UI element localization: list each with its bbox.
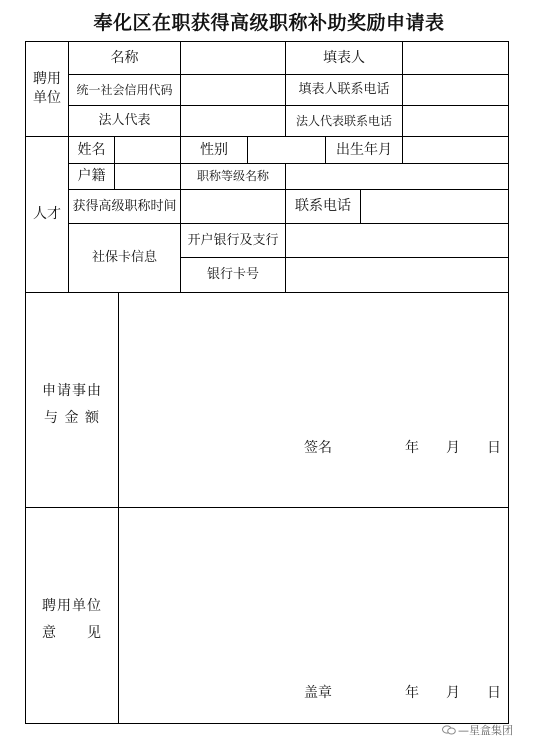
table-rule — [25, 723, 509, 724]
application-section-label — [26, 375, 118, 435]
employer-label-line2: 单位 — [33, 90, 61, 106]
senior-title-time-label: 获得高级职称时间 — [72, 198, 177, 214]
bank-branch-field[interactable] — [286, 224, 508, 257]
employer-name-field[interactable] — [181, 42, 285, 74]
legal-rep-phone-label: 法人代表联系电话 — [295, 113, 392, 128]
filler-phone-field[interactable] — [403, 75, 508, 105]
seal-day-label: 日 — [487, 685, 501, 701]
senior-title-time-field[interactable] — [181, 190, 285, 223]
title-level-label: 职称等级名称 — [196, 169, 269, 184]
sign-year-label: 年 — [405, 440, 419, 456]
application-label-line1: 申请事由 — [42, 383, 102, 400]
legal-rep-field[interactable] — [181, 106, 285, 136]
opinion-label-line2: 意 见 — [42, 625, 102, 641]
seal-year-label: 年 — [405, 685, 419, 701]
bank-card-label: 银行卡号 — [206, 267, 259, 283]
hukou-field[interactable] — [115, 164, 180, 189]
watermark — [442, 722, 513, 738]
employer-name-label: 名称 — [110, 49, 139, 66]
gender-field[interactable] — [248, 137, 325, 163]
opinion-label-line1: 聘用单位 — [42, 598, 102, 615]
application-reason-field[interactable] — [119, 293, 508, 507]
sign-label: 签名 — [304, 440, 332, 456]
social-card-label: 社保卡信息 — [91, 250, 157, 266]
legal-rep-label: 法人代表 — [98, 113, 151, 129]
sign-month-label: 月 — [446, 440, 460, 456]
credit-code-field[interactable] — [181, 75, 285, 105]
legal-rep-phone-field[interactable] — [403, 106, 508, 136]
employer-label-line1: 聘用 — [33, 71, 61, 88]
talent-section-label: 人才 — [33, 206, 61, 223]
wechat-icon — [442, 725, 456, 735]
seal-label: 盖章 — [304, 685, 332, 701]
contact-phone-field[interactable] — [361, 190, 508, 223]
credit-code-label: 统一社会信用代码 — [76, 82, 173, 97]
talent-name-label: 姓名 — [77, 141, 106, 158]
employer-section-label — [26, 42, 68, 136]
talent-name-field[interactable] — [115, 137, 180, 163]
birth-label: 出生年月 — [336, 141, 392, 158]
bank-branch-label: 开户银行及支行 — [187, 232, 279, 248]
filler-label: 填表人 — [323, 49, 365, 66]
bank-card-field[interactable] — [286, 258, 508, 292]
contact-phone-label: 联系电话 — [295, 198, 351, 215]
hukou-label: 户籍 — [77, 168, 106, 185]
filler-phone-label: 填表人联系电话 — [298, 82, 390, 98]
title-level-field[interactable] — [286, 164, 508, 189]
birth-field[interactable] — [403, 137, 508, 163]
opinion-section-label — [26, 592, 118, 648]
table-rule — [508, 41, 509, 724]
watermark-text: —星盒集团 — [458, 724, 513, 737]
filler-field[interactable] — [403, 42, 508, 74]
application-label-line2: 与 金 额 — [44, 410, 100, 426]
seal-month-label: 月 — [446, 685, 460, 701]
form-title: 奉化区在职获得高级职称补助奖励申请表 — [93, 12, 445, 34]
sign-day-label: 日 — [487, 440, 501, 456]
gender-label: 性别 — [200, 141, 228, 158]
